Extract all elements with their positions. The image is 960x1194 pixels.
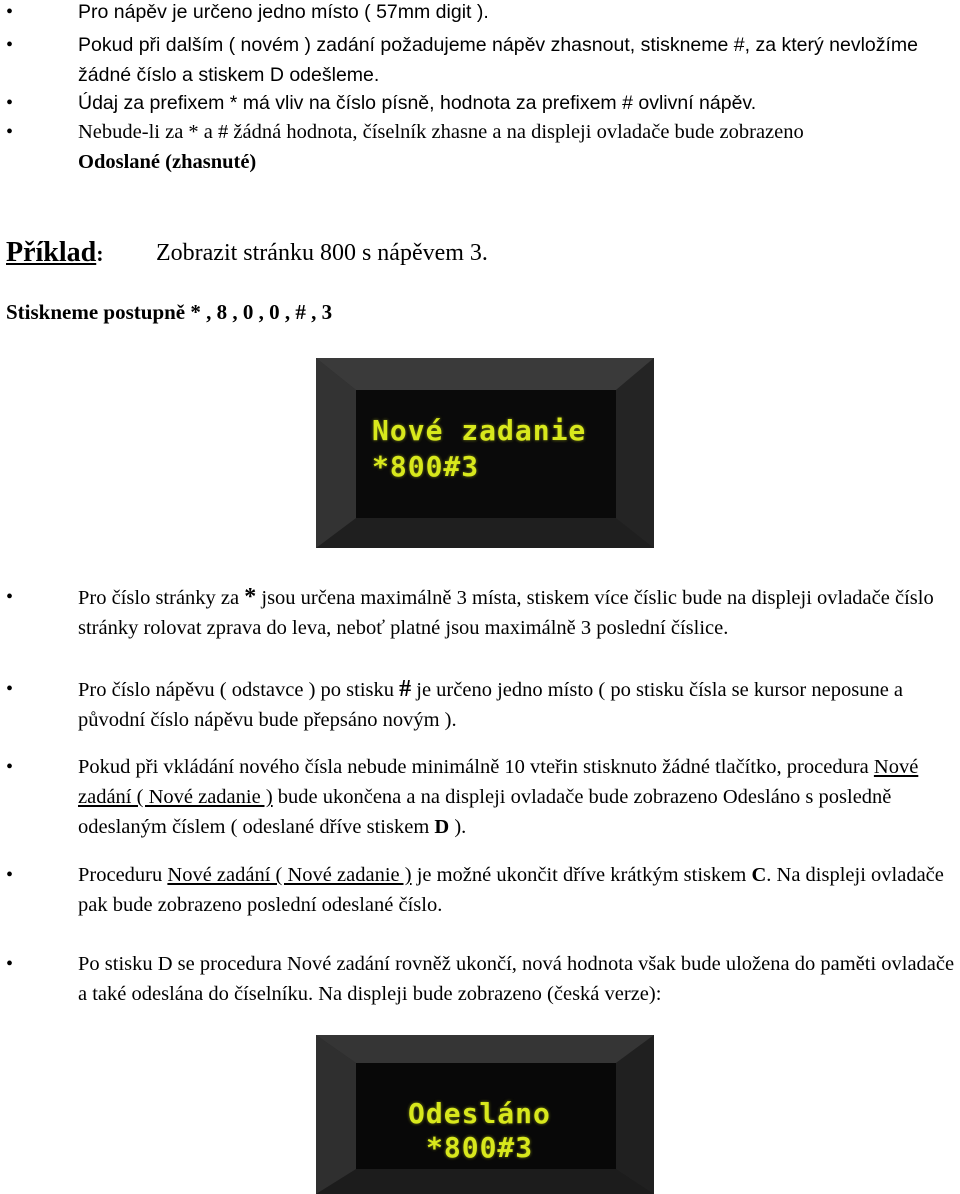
bullet-text: Pro nápěv je určeno jedno místo ( 57mm digit ).: [78, 1, 489, 23]
bullet-text: [78, 752, 958, 842]
bullet-dot: •: [6, 121, 14, 143]
bullet-text: [78, 949, 958, 1009]
bullet-text: Pokud při dalším ( novém ) zadání požadujeme nápěv zhasnout, stiskneme #, za který nevložíme žádné číslo a stiskem D odešleme.: [78, 34, 919, 86]
display-bezel: [316, 358, 654, 548]
procedure-name: Nové zadání ( Nové zadanie ): [78, 756, 919, 808]
bullet-dot: •: [6, 34, 14, 56]
display-line-2: *800#3: [372, 450, 480, 483]
key-c: C: [751, 864, 767, 886]
display-photo: [316, 358, 654, 548]
asterisk-key: *: [244, 584, 257, 610]
bullet-dot: •: [6, 678, 14, 700]
display-line-2: *800#3: [426, 1131, 534, 1164]
bullet-text-part: Pro číslo stránky za: [78, 587, 245, 609]
bullet-text-part: . Na displeji ovladače pak bude zobrazeno poslední odeslané číslo.: [78, 864, 944, 916]
bullet-text-part: Proceduru: [78, 864, 168, 886]
bullet-line-bold: Odoslané (zhasnuté): [78, 151, 257, 173]
bullet-dot: •: [6, 92, 14, 114]
key-d: D: [434, 816, 450, 838]
bullet-text: [78, 860, 958, 920]
bullet-text-part: Pro číslo nápěvu ( odstavce ) po stisku: [78, 679, 400, 701]
example-heading: [6, 236, 488, 271]
bullet-text-part: bude ukončena a na displeji ovladače bude zobrazeno Odesláno s posledně odeslaným číslem ( odeslané dříve stiskem: [78, 786, 892, 838]
bullet-dot: •: [6, 1, 14, 23]
display-line-1: Nové zadanie: [372, 414, 587, 447]
bullet-text-part: je možné ukončit dříve krátkým stiskem: [411, 864, 752, 886]
bullet-text-part: Pokud při vkládání nového čísla nebude minimálně 10 vteřin stisknuto žádné tlačítko, procedura: [78, 756, 874, 778]
display-photo: [316, 1035, 654, 1194]
bullet-text: [78, 582, 958, 643]
bullet-text: [78, 117, 958, 177]
bullet-dot: •: [6, 586, 14, 608]
bullet-text-part: ).: [449, 816, 467, 838]
bullet-dot: •: [6, 756, 14, 778]
example-label: Příklad: [6, 237, 97, 268]
bullet-text-part: jsou určena maximálně 3 místa, stiskem více číslic bude na displeji ovladače číslo stránky rolovat zprava do leva, neboť platné jsou maximálně 3 poslední číslice.: [78, 587, 934, 639]
bullet-dot: •: [6, 953, 14, 975]
bullet-text-part: Po stisku D se procedura Nové zadání rovněž ukončí, nová hodnota však bude uložena do paměti ovladače a také odeslána do číselníku. Na displeji bude zobrazeno (česká verze):: [78, 953, 955, 1005]
example-task: Zobrazit stránku 800 s nápěvem 3.: [156, 240, 488, 266]
bullet-line: Nebude-li za * a # žádná hodnota, číselník zhasne a na displeji ovladače bude zobrazeno: [78, 121, 804, 143]
example-colon: :: [96, 241, 104, 266]
display-line-1: Odesláno: [408, 1097, 551, 1130]
bullet-text: Údaj za prefixem * má vliv na číslo písně, hodnota za prefixem # ovlivní nápěv.: [78, 92, 757, 114]
procedure-name: Nové zadání ( Nové zadanie ): [167, 864, 412, 886]
bullet-text-part: je určeno jedno místo ( po stisku čísla se kursor neposune a původní číslo nápěvu bude přepsáno novým ).: [78, 679, 904, 731]
bullet-dot: •: [6, 864, 14, 886]
steps-text: Stiskneme postupně * , 8 , 0 , 0 , # , 3: [6, 300, 333, 324]
hash-key: #: [399, 676, 412, 702]
bullet-text: [78, 674, 958, 735]
